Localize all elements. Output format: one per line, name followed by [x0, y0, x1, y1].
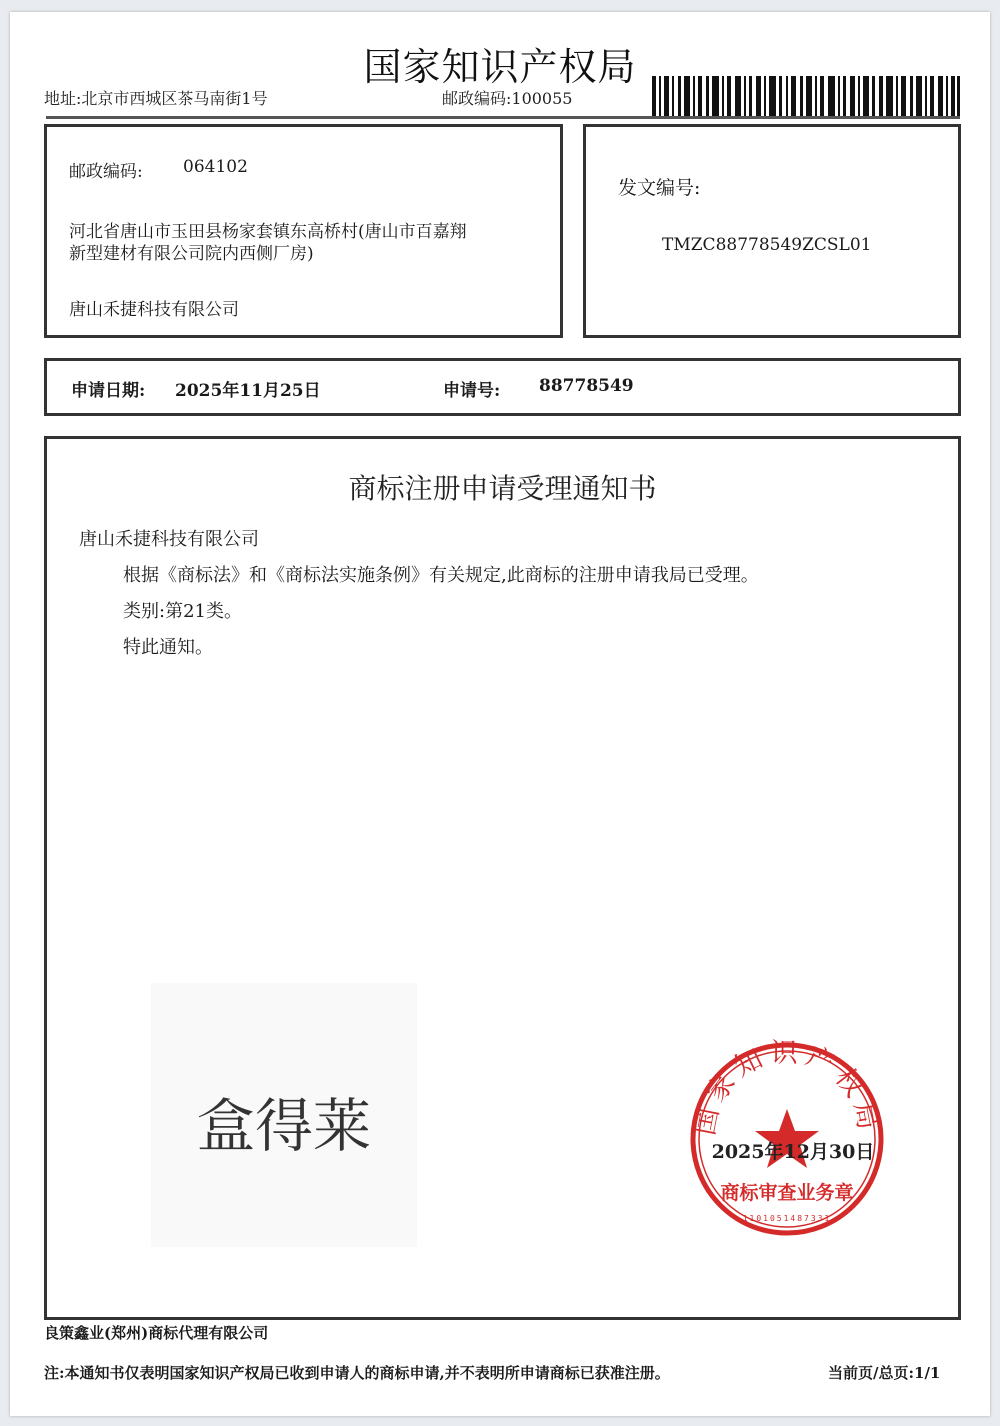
dispatch-label: 发文编号:: [618, 177, 701, 199]
application-box: [44, 358, 961, 416]
document-page: [10, 12, 990, 1416]
notice-class: 类别:第21类。: [123, 601, 242, 622]
notice-body: 根据《商标法》和《商标法实施条例》有关规定,此商标的注册申请我局已受理。: [123, 565, 759, 586]
notice-addressee: 唐山禾捷科技有限公司: [79, 529, 259, 550]
recipient-name: 唐山禾捷科技有限公司: [69, 300, 239, 320]
office-postcode: 邮政编码:100055: [442, 89, 573, 108]
office-address: 地址:北京市西城区茶马南街1号: [44, 89, 268, 108]
recipient-address-line1: 河北省唐山市玉田县杨家套镇东高桥村(唐山市百嘉翔: [69, 222, 467, 242]
footer-page-count: 当前页/总页:1/1: [828, 1364, 941, 1382]
seal-serial: 1101051487331: [742, 1214, 832, 1223]
header-rule: [46, 116, 960, 119]
application-date: 2025年11月25日: [175, 381, 321, 401]
notice-closing: 特此通知。: [123, 637, 213, 658]
recipient-address-line2: 新型建材有限公司院内西侧厂房): [69, 244, 314, 264]
footer-note: 注:本通知书仅表明国家知识产权局已收到申请人的商标申请,并不表明所申请商标已获准注册。: [44, 1364, 670, 1382]
application-number-label: 申请号:: [443, 381, 501, 401]
notice-box: [44, 436, 961, 1320]
barcode: [652, 76, 960, 116]
recipient-postcode: 064102: [183, 157, 248, 177]
application-number: 88778549: [539, 376, 634, 396]
footer-agent: 良策鑫业(郑州)商标代理有限公司: [44, 1324, 269, 1342]
notice-title: 商标注册申请受理通知书: [348, 472, 657, 505]
notice-date: 2025年12月30日: [711, 1141, 875, 1163]
seal-bottom-text: 商标审查业务章: [720, 1182, 854, 1204]
trademark-text: 盒得莱: [196, 1092, 371, 1160]
recipient-postcode-label: 邮政编码:: [69, 162, 143, 182]
dispatch-box: [583, 124, 961, 338]
seal-top-text: 国家知识产权局: [689, 1039, 885, 1138]
trademark-image: [151, 983, 417, 1247]
office-title: 国家知识产权局: [363, 45, 637, 89]
application-date-label: 申请日期:: [71, 381, 146, 401]
recipient-box: [44, 124, 563, 338]
dispatch-number: TMZC88778549ZCSL01: [662, 235, 872, 255]
